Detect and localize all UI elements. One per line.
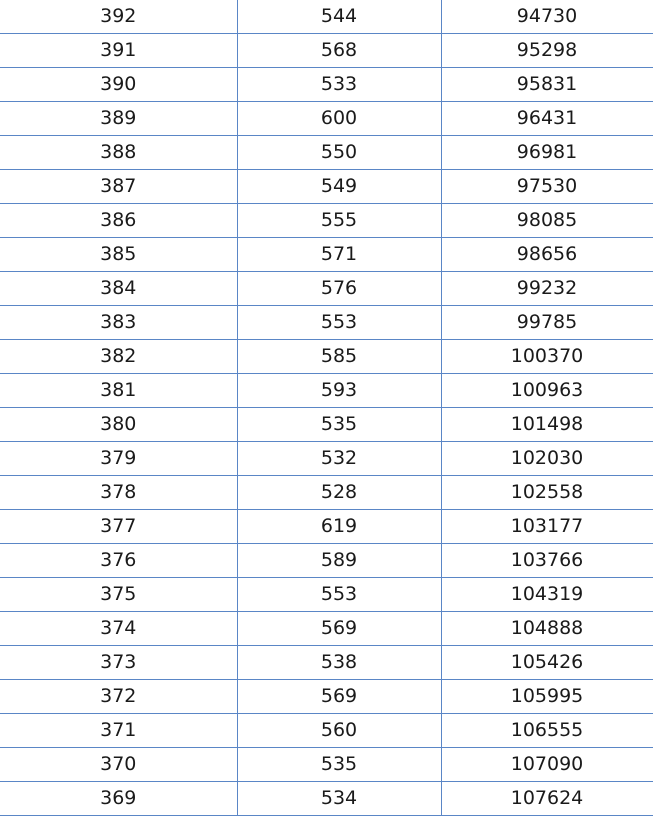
cumulative-count-cell: 100370 (441, 340, 653, 374)
cumulative-count-cell: 104319 (441, 578, 653, 612)
cumulative-count-cell: 100963 (441, 374, 653, 408)
count-cell: 589 (237, 544, 441, 578)
count-cell: 553 (237, 306, 441, 340)
count-cell: 534 (237, 782, 441, 816)
cumulative-count-cell: 98085 (441, 204, 653, 238)
score-cell: 381 (0, 374, 237, 408)
cumulative-count-cell: 102558 (441, 476, 653, 510)
cumulative-count-cell: 98656 (441, 238, 653, 272)
table-row (0, 578, 653, 612)
score-cell: 369 (0, 782, 237, 816)
table-row (0, 272, 653, 306)
count-cell: 576 (237, 272, 441, 306)
score-cell: 392 (0, 0, 237, 34)
score-cell: 380 (0, 408, 237, 442)
count-cell: 571 (237, 238, 441, 272)
table-row (0, 340, 653, 374)
table-row (0, 238, 653, 272)
count-cell: 535 (237, 748, 441, 782)
count-cell: 553 (237, 578, 441, 612)
table-row (0, 476, 653, 510)
count-cell: 555 (237, 204, 441, 238)
table-row (0, 136, 653, 170)
score-cell: 384 (0, 272, 237, 306)
table-row (0, 646, 653, 680)
cumulative-count-cell: 102030 (441, 442, 653, 476)
count-cell: 600 (237, 102, 441, 136)
score-cell: 391 (0, 34, 237, 68)
score-cell: 387 (0, 170, 237, 204)
score-cell: 378 (0, 476, 237, 510)
score-cell: 370 (0, 748, 237, 782)
cumulative-count-cell: 104888 (441, 612, 653, 646)
count-cell: 585 (237, 340, 441, 374)
cumulative-count-cell: 107090 (441, 748, 653, 782)
score-cell: 371 (0, 714, 237, 748)
cumulative-count-cell: 95298 (441, 34, 653, 68)
score-cell: 374 (0, 612, 237, 646)
table-row (0, 170, 653, 204)
score-cell: 385 (0, 238, 237, 272)
table-row (0, 782, 653, 816)
table-row (0, 612, 653, 646)
cumulative-count-cell: 107624 (441, 782, 653, 816)
table-row (0, 374, 653, 408)
cumulative-count-cell: 106555 (441, 714, 653, 748)
score-cell: 388 (0, 136, 237, 170)
cumulative-count-cell: 103766 (441, 544, 653, 578)
cumulative-count-cell: 96431 (441, 102, 653, 136)
table-row (0, 34, 653, 68)
cumulative-count-cell: 99785 (441, 306, 653, 340)
count-cell: 550 (237, 136, 441, 170)
table-row (0, 68, 653, 102)
cumulative-count-cell: 95831 (441, 68, 653, 102)
count-cell: 538 (237, 646, 441, 680)
count-cell: 619 (237, 510, 441, 544)
count-cell: 568 (237, 34, 441, 68)
cumulative-count-cell: 105995 (441, 680, 653, 714)
count-cell: 560 (237, 714, 441, 748)
count-cell: 569 (237, 612, 441, 646)
table-row (0, 544, 653, 578)
cumulative-count-cell: 103177 (441, 510, 653, 544)
table-row (0, 510, 653, 544)
count-cell: 533 (237, 68, 441, 102)
score-cell: 389 (0, 102, 237, 136)
count-cell: 532 (237, 442, 441, 476)
cumulative-count-cell: 97530 (441, 170, 653, 204)
count-cell: 549 (237, 170, 441, 204)
cumulative-count-cell: 101498 (441, 408, 653, 442)
table-row (0, 442, 653, 476)
score-cell: 382 (0, 340, 237, 374)
count-cell: 528 (237, 476, 441, 510)
score-cell: 373 (0, 646, 237, 680)
table-row (0, 408, 653, 442)
count-cell: 544 (237, 0, 441, 34)
score-cell: 386 (0, 204, 237, 238)
score-cell: 379 (0, 442, 237, 476)
score-cell: 383 (0, 306, 237, 340)
table-row (0, 0, 653, 34)
count-cell: 593 (237, 374, 441, 408)
table-row (0, 680, 653, 714)
table-row (0, 204, 653, 238)
count-cell: 569 (237, 680, 441, 714)
cumulative-count-cell: 94730 (441, 0, 653, 34)
score-cell: 390 (0, 68, 237, 102)
table-row (0, 748, 653, 782)
table-row (0, 714, 653, 748)
count-cell: 535 (237, 408, 441, 442)
table-row (0, 306, 653, 340)
score-cell: 375 (0, 578, 237, 612)
cumulative-count-cell: 99232 (441, 272, 653, 306)
table-row (0, 102, 653, 136)
score-cell: 377 (0, 510, 237, 544)
score-cell: 376 (0, 544, 237, 578)
score-cell: 372 (0, 680, 237, 714)
cumulative-count-cell: 96981 (441, 136, 653, 170)
cumulative-count-cell: 105426 (441, 646, 653, 680)
